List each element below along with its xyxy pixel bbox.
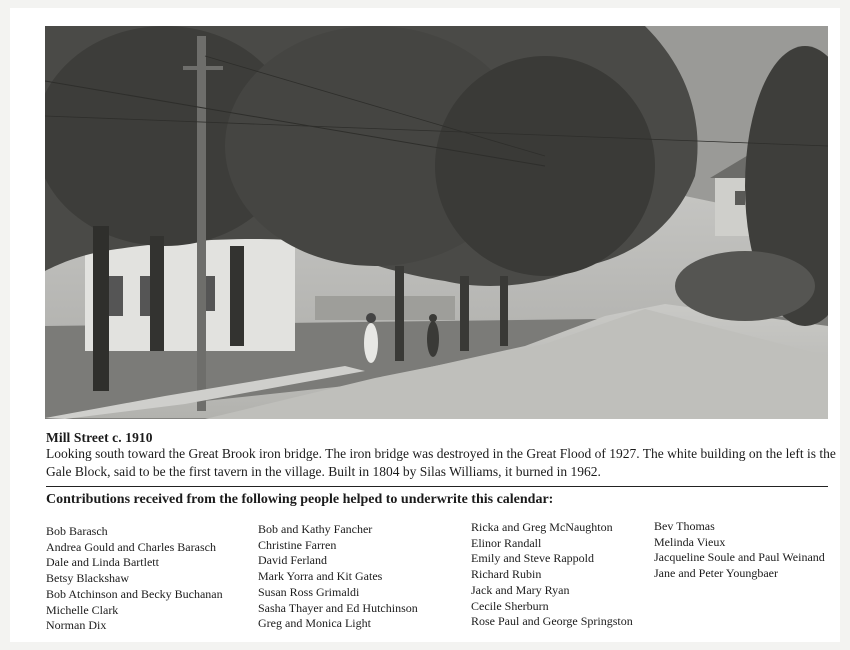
contributor-name: Bob Atchinson and Becky Buchanan bbox=[46, 586, 223, 601]
contributor-name: Bev Thomas bbox=[654, 519, 715, 533]
contributor-name: Andrea Gould and Charles Barasch bbox=[46, 539, 216, 554]
contributor-name: Sasha Thayer and Ed Hutchinson bbox=[258, 600, 418, 615]
photo-caption-title: Mill Street c. 1910 bbox=[46, 430, 153, 445]
contributors-column-3 bbox=[471, 520, 633, 630]
contributors-column-1 bbox=[46, 524, 223, 634]
contributor-name: Ricka and Greg McNaughton bbox=[471, 520, 613, 534]
photo-illustration bbox=[45, 26, 828, 419]
contributor-name: Cecile Sherburn bbox=[471, 598, 549, 613]
contributor-name: Betsy Blackshaw bbox=[46, 571, 129, 586]
contributor-name: David Ferland bbox=[258, 553, 327, 568]
contributor-name: Melinda Vieux bbox=[654, 534, 726, 549]
contributor-name: Jacqueline Soule and Paul Weinand bbox=[654, 550, 825, 565]
historic-photo bbox=[45, 26, 828, 419]
section-divider bbox=[46, 486, 828, 487]
contributor-name: Susan Ross Grimaldi bbox=[258, 584, 360, 599]
contributors-column-2 bbox=[258, 522, 418, 632]
contributors-column-4 bbox=[654, 519, 825, 582]
contributor-name: Norman Dix bbox=[46, 618, 107, 633]
contributor-name: Richard Rubin bbox=[471, 567, 542, 582]
contributor-name: Mark Yorra and Kit Gates bbox=[258, 569, 383, 584]
contributor-name: Jack and Mary Ryan bbox=[471, 582, 570, 597]
contributor-name: Elinor Randall bbox=[471, 535, 542, 550]
contributions-heading: Contributions received from the following people helped to underwrite this calendar: bbox=[46, 492, 554, 507]
contributor-name: Michelle Clark bbox=[46, 602, 119, 617]
contributor-name: Bob and Kathy Fancher bbox=[258, 522, 373, 536]
contributor-name: Christine Farren bbox=[258, 537, 337, 552]
contributor-name: Emily and Steve Rappold bbox=[471, 551, 594, 566]
contributor-name: Jane and Peter Youngbaer bbox=[654, 566, 778, 581]
photo-caption-text: Looking south toward the Great Brook iron bridge. The iron bridge was destroyed in the Great Flood of 1927. The white building on the left is the Gale Block, said to be the first tavern in the village. Built in 1804 by Silas Williams, it burned in 1962. bbox=[46, 446, 836, 479]
contributor-name: Bob Barasch bbox=[46, 524, 108, 538]
contributor-name: Rose Paul and George Springston bbox=[471, 614, 633, 629]
contributor-name: Dale and Linda Bartlett bbox=[46, 555, 159, 570]
contributor-name: Greg and Monica Light bbox=[258, 616, 371, 631]
